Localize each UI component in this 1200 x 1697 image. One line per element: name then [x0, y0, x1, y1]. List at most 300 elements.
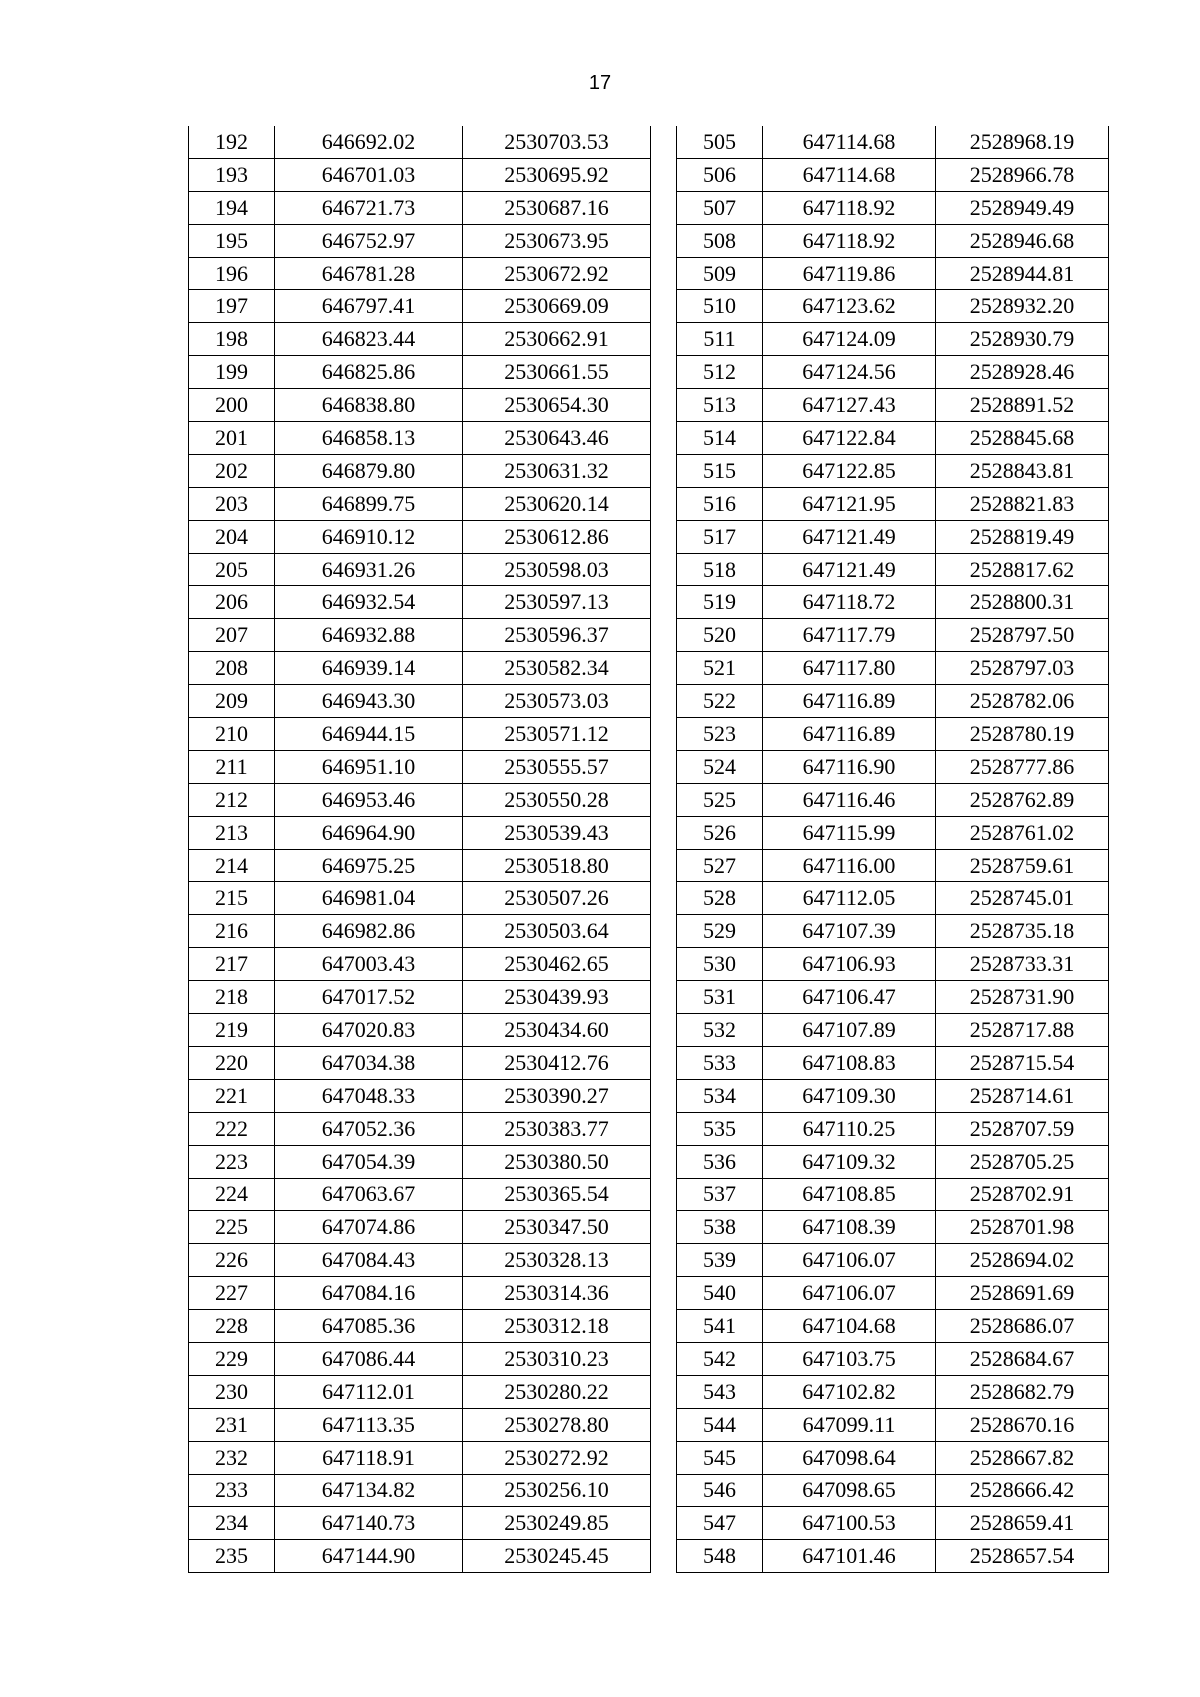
x-coordinate-cell: 647114.68 [763, 158, 936, 191]
x-coordinate-cell: 647106.07 [763, 1277, 936, 1310]
point-number-cell: 192 [189, 126, 275, 158]
table-row [677, 454, 1109, 487]
table-row [189, 454, 651, 487]
y-coordinate-cell: 2530380.50 [463, 1145, 651, 1178]
y-coordinate-cell: 2528762.89 [936, 783, 1109, 816]
x-coordinate-cell: 647122.84 [763, 422, 936, 455]
table-row [189, 718, 651, 751]
point-number-cell: 513 [677, 389, 763, 422]
table-row [677, 783, 1109, 816]
table-row [189, 1244, 651, 1277]
x-coordinate-cell: 647106.93 [763, 948, 936, 981]
point-number-cell: 531 [677, 981, 763, 1014]
x-coordinate-cell: 647108.39 [763, 1211, 936, 1244]
x-coordinate-cell: 647098.65 [763, 1474, 936, 1507]
x-coordinate-cell: 647116.46 [763, 783, 936, 816]
x-coordinate-cell: 646939.14 [275, 652, 463, 685]
x-coordinate-cell: 647116.90 [763, 750, 936, 783]
point-number-cell: 506 [677, 158, 763, 191]
table-row [677, 619, 1109, 652]
y-coordinate-cell: 2530687.16 [463, 191, 651, 224]
x-coordinate-cell: 646964.90 [275, 816, 463, 849]
table-row [677, 1244, 1109, 1277]
y-coordinate-cell: 2530412.76 [463, 1046, 651, 1079]
y-coordinate-cell: 2528968.19 [936, 126, 1109, 158]
y-coordinate-cell: 2528949.49 [936, 191, 1109, 224]
table-row [677, 1112, 1109, 1145]
point-number-cell: 205 [189, 553, 275, 586]
point-number-cell: 212 [189, 783, 275, 816]
y-coordinate-cell: 2528735.18 [936, 915, 1109, 948]
y-coordinate-cell: 2530654.30 [463, 389, 651, 422]
table-row [677, 849, 1109, 882]
point-number-cell: 223 [189, 1145, 275, 1178]
x-coordinate-cell: 646838.80 [275, 389, 463, 422]
point-number-cell: 208 [189, 652, 275, 685]
table-row [189, 487, 651, 520]
point-number-cell: 524 [677, 750, 763, 783]
point-number-cell: 216 [189, 915, 275, 948]
y-coordinate-cell: 2528759.61 [936, 849, 1109, 882]
point-number-cell: 515 [677, 454, 763, 487]
x-coordinate-cell: 646858.13 [275, 422, 463, 455]
table-row [677, 356, 1109, 389]
y-coordinate-cell: 2528928.46 [936, 356, 1109, 389]
table-row [189, 1178, 651, 1211]
y-coordinate-cell: 2528717.88 [936, 1014, 1109, 1047]
table-row [189, 290, 651, 323]
point-number-cell: 220 [189, 1046, 275, 1079]
table-row [189, 1540, 651, 1573]
point-number-cell: 199 [189, 356, 275, 389]
point-number-cell: 510 [677, 290, 763, 323]
y-coordinate-cell: 2528707.59 [936, 1112, 1109, 1145]
y-coordinate-cell: 2530573.03 [463, 685, 651, 718]
point-number-cell: 211 [189, 750, 275, 783]
x-coordinate-cell: 647117.80 [763, 652, 936, 685]
y-coordinate-cell: 2530312.18 [463, 1310, 651, 1343]
y-coordinate-cell: 2530672.92 [463, 257, 651, 290]
y-coordinate-cell: 2528932.20 [936, 290, 1109, 323]
y-coordinate-cell: 2530550.28 [463, 783, 651, 816]
point-number-cell: 539 [677, 1244, 763, 1277]
x-coordinate-cell: 647020.83 [275, 1014, 463, 1047]
table-row [677, 1408, 1109, 1441]
point-number-cell: 233 [189, 1474, 275, 1507]
table-row [189, 586, 651, 619]
table-row [677, 1046, 1109, 1079]
y-coordinate-cell: 2530598.03 [463, 553, 651, 586]
table-row [677, 1441, 1109, 1474]
table-row [189, 1079, 651, 1112]
page-number: 17 [588, 72, 612, 94]
x-coordinate-cell: 647121.49 [763, 553, 936, 586]
x-coordinate-cell: 647017.52 [275, 981, 463, 1014]
y-coordinate-cell: 2530328.13 [463, 1244, 651, 1277]
x-coordinate-cell: 647112.05 [763, 882, 936, 915]
point-number-cell: 232 [189, 1441, 275, 1474]
y-coordinate-cell: 2530390.27 [463, 1079, 651, 1112]
point-number-cell: 532 [677, 1014, 763, 1047]
table-row [677, 1079, 1109, 1112]
point-number-cell: 544 [677, 1408, 763, 1441]
x-coordinate-cell: 647074.86 [275, 1211, 463, 1244]
point-number-cell: 219 [189, 1014, 275, 1047]
table-row [189, 948, 651, 981]
x-coordinate-cell: 646932.88 [275, 619, 463, 652]
point-number-cell: 194 [189, 191, 275, 224]
y-coordinate-cell: 2530256.10 [463, 1474, 651, 1507]
point-number-cell: 210 [189, 718, 275, 751]
y-coordinate-cell: 2528817.62 [936, 553, 1109, 586]
table-row [189, 1046, 651, 1079]
x-coordinate-cell: 647134.82 [275, 1474, 463, 1507]
point-number-cell: 235 [189, 1540, 275, 1573]
table-row [189, 750, 651, 783]
table-row [189, 816, 651, 849]
x-coordinate-cell: 647124.09 [763, 323, 936, 356]
point-number-cell: 203 [189, 487, 275, 520]
x-coordinate-cell: 646701.03 [275, 158, 463, 191]
table-row [677, 126, 1109, 158]
x-coordinate-cell: 647113.35 [275, 1408, 463, 1441]
point-number-cell: 215 [189, 882, 275, 915]
point-number-cell: 516 [677, 487, 763, 520]
table-row [677, 1178, 1109, 1211]
point-number-cell: 225 [189, 1211, 275, 1244]
x-coordinate-cell: 647106.47 [763, 981, 936, 1014]
y-coordinate-cell: 2530596.37 [463, 619, 651, 652]
point-number-cell: 520 [677, 619, 763, 652]
coordinates-table-right [676, 126, 1109, 1573]
table-row [677, 1474, 1109, 1507]
table-row [189, 1145, 651, 1178]
table-row [677, 257, 1109, 290]
y-coordinate-cell: 2528930.79 [936, 323, 1109, 356]
x-coordinate-cell: 646953.46 [275, 783, 463, 816]
x-coordinate-cell: 647116.89 [763, 685, 936, 718]
point-number-cell: 522 [677, 685, 763, 718]
y-coordinate-cell: 2528946.68 [936, 224, 1109, 257]
y-coordinate-cell: 2528731.90 [936, 981, 1109, 1014]
y-coordinate-cell: 2530620.14 [463, 487, 651, 520]
y-coordinate-cell: 2530555.57 [463, 750, 651, 783]
point-number-cell: 231 [189, 1408, 275, 1441]
y-coordinate-cell: 2528944.81 [936, 257, 1109, 290]
x-coordinate-cell: 647099.11 [763, 1408, 936, 1441]
x-coordinate-cell: 646944.15 [275, 718, 463, 751]
point-number-cell: 511 [677, 323, 763, 356]
x-coordinate-cell: 647110.25 [763, 1112, 936, 1145]
x-coordinate-cell: 647116.00 [763, 849, 936, 882]
point-number-cell: 207 [189, 619, 275, 652]
point-number-cell: 528 [677, 882, 763, 915]
x-coordinate-cell: 646910.12 [275, 520, 463, 553]
x-coordinate-cell: 647107.39 [763, 915, 936, 948]
x-coordinate-cell: 647034.38 [275, 1046, 463, 1079]
x-coordinate-cell: 646797.41 [275, 290, 463, 323]
table-row [189, 1112, 651, 1145]
x-coordinate-cell: 646721.73 [275, 191, 463, 224]
x-coordinate-cell: 647101.46 [763, 1540, 936, 1573]
y-coordinate-cell: 2530462.65 [463, 948, 651, 981]
y-coordinate-cell: 2528714.61 [936, 1079, 1109, 1112]
y-coordinate-cell: 2530249.85 [463, 1507, 651, 1540]
x-coordinate-cell: 647085.36 [275, 1310, 463, 1343]
y-coordinate-cell: 2528682.79 [936, 1375, 1109, 1408]
y-coordinate-cell: 2528761.02 [936, 816, 1109, 849]
y-coordinate-cell: 2530703.53 [463, 126, 651, 158]
point-number-cell: 217 [189, 948, 275, 981]
y-coordinate-cell: 2528777.86 [936, 750, 1109, 783]
y-coordinate-cell: 2528684.67 [936, 1342, 1109, 1375]
x-coordinate-cell: 647140.73 [275, 1507, 463, 1540]
y-coordinate-cell: 2528691.69 [936, 1277, 1109, 1310]
point-number-cell: 201 [189, 422, 275, 455]
point-number-cell: 193 [189, 158, 275, 191]
table-row [677, 1277, 1109, 1310]
y-coordinate-cell: 2530669.09 [463, 290, 651, 323]
table-row [677, 1375, 1109, 1408]
table-row [677, 882, 1109, 915]
x-coordinate-cell: 646975.25 [275, 849, 463, 882]
point-number-cell: 213 [189, 816, 275, 849]
x-coordinate-cell: 646879.80 [275, 454, 463, 487]
y-coordinate-cell: 2530643.46 [463, 422, 651, 455]
table-row [189, 257, 651, 290]
y-coordinate-cell: 2530503.64 [463, 915, 651, 948]
table-row [189, 981, 651, 1014]
x-coordinate-cell: 647003.43 [275, 948, 463, 981]
y-coordinate-cell: 2530314.36 [463, 1277, 651, 1310]
y-coordinate-cell: 2528666.42 [936, 1474, 1109, 1507]
y-coordinate-cell: 2528780.19 [936, 718, 1109, 751]
x-coordinate-cell: 646692.02 [275, 126, 463, 158]
table-row [189, 1507, 651, 1540]
point-number-cell: 226 [189, 1244, 275, 1277]
table-row [189, 915, 651, 948]
y-coordinate-cell: 2528797.50 [936, 619, 1109, 652]
point-number-cell: 200 [189, 389, 275, 422]
table-row [189, 422, 651, 455]
y-coordinate-cell: 2528686.07 [936, 1310, 1109, 1343]
point-number-cell: 202 [189, 454, 275, 487]
point-number-cell: 543 [677, 1375, 763, 1408]
table-row [189, 191, 651, 224]
table-row [677, 1014, 1109, 1047]
y-coordinate-cell: 2530539.43 [463, 816, 651, 849]
x-coordinate-cell: 647107.89 [763, 1014, 936, 1047]
x-coordinate-cell: 647118.92 [763, 191, 936, 224]
table-row [677, 422, 1109, 455]
y-coordinate-cell: 2528966.78 [936, 158, 1109, 191]
point-number-cell: 523 [677, 718, 763, 751]
x-coordinate-cell: 646781.28 [275, 257, 463, 290]
table-row [677, 158, 1109, 191]
table-row [189, 158, 651, 191]
table-row [677, 191, 1109, 224]
point-number-cell: 507 [677, 191, 763, 224]
y-coordinate-cell: 2530661.55 [463, 356, 651, 389]
y-coordinate-cell: 2528821.83 [936, 487, 1109, 520]
point-number-cell: 222 [189, 1112, 275, 1145]
table-row [677, 553, 1109, 586]
y-coordinate-cell: 2528702.91 [936, 1178, 1109, 1211]
table-row [189, 849, 651, 882]
y-coordinate-cell: 2530278.80 [463, 1408, 651, 1441]
table-row [189, 323, 651, 356]
table-row [189, 1474, 651, 1507]
point-number-cell: 195 [189, 224, 275, 257]
x-coordinate-cell: 647063.67 [275, 1178, 463, 1211]
x-coordinate-cell: 647118.91 [275, 1441, 463, 1474]
y-coordinate-cell: 2528657.54 [936, 1540, 1109, 1573]
point-number-cell: 534 [677, 1079, 763, 1112]
x-coordinate-cell: 646899.75 [275, 487, 463, 520]
table-row [677, 586, 1109, 619]
table-row [189, 520, 651, 553]
point-number-cell: 530 [677, 948, 763, 981]
point-number-cell: 538 [677, 1211, 763, 1244]
x-coordinate-cell: 646951.10 [275, 750, 463, 783]
x-coordinate-cell: 646981.04 [275, 882, 463, 915]
y-coordinate-cell: 2530272.92 [463, 1441, 651, 1474]
table-row [189, 652, 651, 685]
table-row [677, 224, 1109, 257]
x-coordinate-cell: 647118.72 [763, 586, 936, 619]
point-number-cell: 514 [677, 422, 763, 455]
y-coordinate-cell: 2530612.86 [463, 520, 651, 553]
table-row [677, 1540, 1109, 1573]
table-row [677, 1310, 1109, 1343]
point-number-cell: 545 [677, 1441, 763, 1474]
y-coordinate-cell: 2528659.41 [936, 1507, 1109, 1540]
point-number-cell: 519 [677, 586, 763, 619]
y-coordinate-cell: 2528705.25 [936, 1145, 1109, 1178]
y-coordinate-cell: 2528800.31 [936, 586, 1109, 619]
point-number-cell: 542 [677, 1342, 763, 1375]
point-number-cell: 518 [677, 553, 763, 586]
point-number-cell: 547 [677, 1507, 763, 1540]
table-row [677, 1145, 1109, 1178]
table-row [677, 1507, 1109, 1540]
point-number-cell: 221 [189, 1079, 275, 1112]
point-number-cell: 230 [189, 1375, 275, 1408]
x-coordinate-cell: 646931.26 [275, 553, 463, 586]
table-row [677, 981, 1109, 1014]
table-row [189, 783, 651, 816]
x-coordinate-cell: 647144.90 [275, 1540, 463, 1573]
table-row [677, 323, 1109, 356]
point-number-cell: 512 [677, 356, 763, 389]
x-coordinate-cell: 647112.01 [275, 1375, 463, 1408]
x-coordinate-cell: 647116.89 [763, 718, 936, 751]
table-row [189, 1277, 651, 1310]
y-coordinate-cell: 2528667.82 [936, 1441, 1109, 1474]
table-row [189, 356, 651, 389]
x-coordinate-cell: 646825.86 [275, 356, 463, 389]
x-coordinate-cell: 647117.79 [763, 619, 936, 652]
x-coordinate-cell: 647127.43 [763, 389, 936, 422]
y-coordinate-cell: 2528845.68 [936, 422, 1109, 455]
point-number-cell: 228 [189, 1310, 275, 1343]
y-coordinate-cell: 2528694.02 [936, 1244, 1109, 1277]
x-coordinate-cell: 647103.75 [763, 1342, 936, 1375]
y-coordinate-cell: 2528843.81 [936, 454, 1109, 487]
point-number-cell: 505 [677, 126, 763, 158]
y-coordinate-cell: 2528745.01 [936, 882, 1109, 915]
y-coordinate-cell: 2528797.03 [936, 652, 1109, 685]
point-number-cell: 546 [677, 1474, 763, 1507]
table-row [189, 224, 651, 257]
x-coordinate-cell: 647104.68 [763, 1310, 936, 1343]
y-coordinate-cell: 2530518.80 [463, 849, 651, 882]
x-coordinate-cell: 647119.86 [763, 257, 936, 290]
point-number-cell: 529 [677, 915, 763, 948]
x-coordinate-cell: 647098.64 [763, 1441, 936, 1474]
x-coordinate-cell: 646982.86 [275, 915, 463, 948]
point-number-cell: 535 [677, 1112, 763, 1145]
x-coordinate-cell: 647048.33 [275, 1079, 463, 1112]
point-number-cell: 527 [677, 849, 763, 882]
y-coordinate-cell: 2530383.77 [463, 1112, 651, 1145]
coordinates-table-left [188, 126, 651, 1573]
x-coordinate-cell: 647106.07 [763, 1244, 936, 1277]
point-number-cell: 227 [189, 1277, 275, 1310]
y-coordinate-cell: 2530673.95 [463, 224, 651, 257]
point-number-cell: 214 [189, 849, 275, 882]
y-coordinate-cell: 2530439.93 [463, 981, 651, 1014]
y-coordinate-cell: 2530597.13 [463, 586, 651, 619]
x-coordinate-cell: 647102.82 [763, 1375, 936, 1408]
x-coordinate-cell: 647121.49 [763, 520, 936, 553]
y-coordinate-cell: 2530347.50 [463, 1211, 651, 1244]
point-number-cell: 536 [677, 1145, 763, 1178]
point-number-cell: 517 [677, 520, 763, 553]
table-row [677, 520, 1109, 553]
table-row [189, 389, 651, 422]
table-row [189, 1211, 651, 1244]
point-number-cell: 541 [677, 1310, 763, 1343]
table-row [677, 685, 1109, 718]
table-row [677, 915, 1109, 948]
x-coordinate-cell: 647109.30 [763, 1079, 936, 1112]
point-number-cell: 218 [189, 981, 275, 1014]
x-coordinate-cell: 647115.99 [763, 816, 936, 849]
y-coordinate-cell: 2528670.16 [936, 1408, 1109, 1441]
y-coordinate-cell: 2530662.91 [463, 323, 651, 356]
table-row [677, 1342, 1109, 1375]
x-coordinate-cell: 647123.62 [763, 290, 936, 323]
point-number-cell: 204 [189, 520, 275, 553]
table-row [677, 389, 1109, 422]
table-row [677, 290, 1109, 323]
point-number-cell: 526 [677, 816, 763, 849]
x-coordinate-cell: 646943.30 [275, 685, 463, 718]
y-coordinate-cell: 2528819.49 [936, 520, 1109, 553]
table-row [189, 1441, 651, 1474]
point-number-cell: 540 [677, 1277, 763, 1310]
point-number-cell: 234 [189, 1507, 275, 1540]
table-row [189, 1408, 651, 1441]
x-coordinate-cell: 647124.56 [763, 356, 936, 389]
point-number-cell: 229 [189, 1342, 275, 1375]
y-coordinate-cell: 2530582.34 [463, 652, 651, 685]
table-row [189, 1310, 651, 1343]
y-coordinate-cell: 2530310.23 [463, 1342, 651, 1375]
table-row [677, 750, 1109, 783]
y-coordinate-cell: 2530365.54 [463, 1178, 651, 1211]
